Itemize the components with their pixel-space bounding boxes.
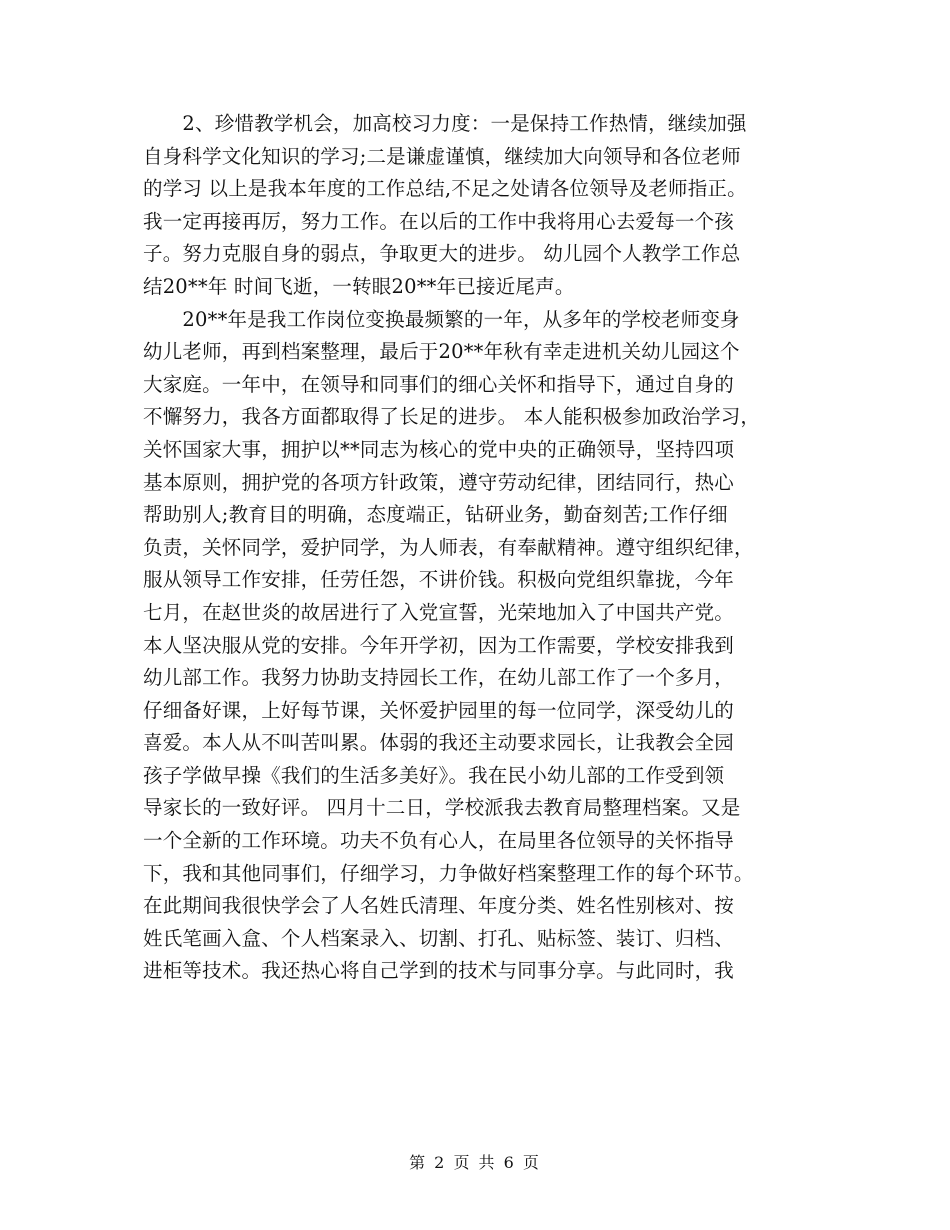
text-line: 大家庭。一年中，在领导和同事们的细心关怀和指导下，通过自身的 <box>143 372 735 396</box>
text-line: 的学习 以上是我本年度的工作总结,不足之处请各位领导及老师指正。 <box>143 177 747 201</box>
text-line: 本人坚决服从党的安排。今年开学初，因为工作需要，学校安排我到 <box>143 633 735 657</box>
text-line: 导家长的一致好评。 四月十二日，学校派我去教育局整理档案。又是 <box>143 796 741 820</box>
text-line: 关怀国家大事，拥护以**同志为核心的党中央的正确领导，坚持四项 <box>143 437 735 461</box>
text-line: 姓氏笔画入盒、个人档案录入、切割、打孔、贴标签、装订、归档、 <box>143 926 735 950</box>
text-line: 结20**年 时间飞逝，一转眼20**年已接近尾声。 <box>143 274 575 298</box>
text-line: 不懈努力，我各方面都取得了长足的进步。 本人能积极参加政治学习， <box>143 405 761 429</box>
text-line: 一个全新的工作环境。功夫不负有心人，在局里各位领导的关怀指导 <box>143 829 735 853</box>
body-text <box>143 108 808 988</box>
text-line: 服从领导工作安排，任劳任怨，不讲价钱。积极向党组织靠拢，今年 <box>143 568 735 592</box>
text-line: 七月，在赵世炎的故居进行了入党宣誓，光荣地加入了中国共产党。 <box>143 600 735 624</box>
page-number-footer: 第 2 页 共 6 页 <box>409 1153 541 1172</box>
text-line: 负责，关怀同学，爱护同学，为人师表，有奉献精神。遵守组织纪律， <box>143 535 754 559</box>
text-line: 我一定再接再厉，努力工作。在以后的工作中我将用心去爱每一个孩 <box>143 209 735 233</box>
text-line: 基本原则，拥护党的各项方针政策，遵守劳动纪律，团结同行，热心 <box>143 470 735 494</box>
text-line: 喜爱。本人从不叫苦叫累。体弱的我还主动要求园长，让我教会全园 <box>143 731 735 755</box>
text-line: 进柜等技术。我还热心将自己学到的技术与同事分享。与此同时，我 <box>143 959 735 983</box>
text-line: 在此期间我很快学会了人名姓氏清理、年度分类、姓名性别核对、按 <box>143 894 735 918</box>
text-line: 2、珍惜教学机会，加高校习力度：一是保持工作热情，继续加强 <box>143 112 747 135</box>
text-line: 下，我和其他同事们，仔细学习，力争做好档案整理工作的每个环节。 <box>143 861 754 885</box>
text-line: 幼儿部工作。我努力协助支持园长工作，在幼儿部工作了一个多月， <box>143 666 735 690</box>
text-line: 仔细备好课，上好每节课，关怀爱护园里的每一位同学，深受幼儿的 <box>143 698 735 722</box>
text-line: 幼儿老师，再到档案整理，最后于20**年秋有幸走进机关幼儿园这个 <box>143 340 740 364</box>
text-line: 孩子学做早操《我们的生活多美好》。我在民小幼儿部的工作受到领 <box>143 763 725 787</box>
text-line: 自身科学文化知识的学习;二是谦虚谨慎，继续加大向领导和各位老师 <box>143 144 741 168</box>
text-line: 20**年是我工作岗位变换最频繁的一年，从多年的学校老师变身 <box>143 307 740 331</box>
text-line: 子。努力克服自身的弱点，争取更大的进步。 幼儿园个人教学工作总 <box>143 242 741 266</box>
text-line: 帮助别人;教育目的明确，态度端正，钻研业务，勤奋刻苦;工作仔细 <box>143 503 728 527</box>
